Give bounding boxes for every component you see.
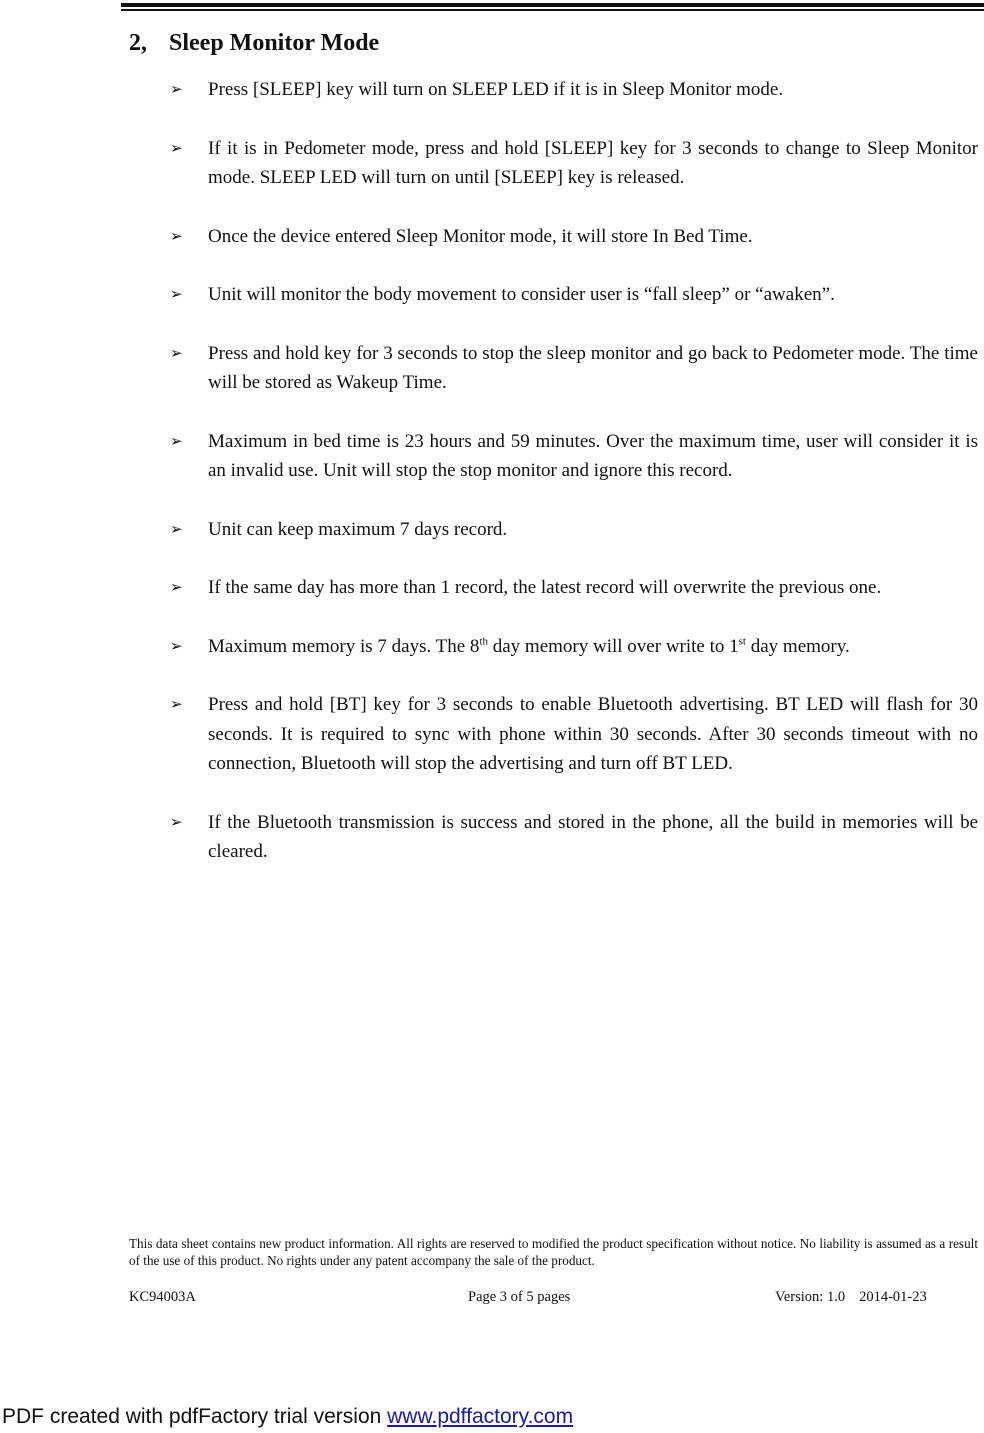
list-item-text: If it is in Pedometer mode, press and hold [SLEEP] key for 3 seconds to change to Sleep Monitor mode. SLEEP LED will turn on until [SLEEP] key is released. — [208, 137, 978, 188]
pdf-note-text: PDF created with pdfFactory trial version — [2, 1405, 388, 1428]
arrow-bullet-icon: ➢ — [170, 812, 183, 831]
header-rule-thick — [121, 3, 984, 7]
list-item — [170, 222, 978, 252]
arrow-bullet-icon: ➢ — [170, 695, 183, 713]
arrow-bullet-icon: ➢ — [170, 226, 183, 245]
list-item — [170, 427, 978, 486]
pdf-creator-note — [2, 1405, 573, 1429]
arrow-bullet-icon: ➢ — [170, 343, 183, 362]
list-item — [170, 339, 978, 398]
list-item-text: If the same day has more than 1 record, the latest record will overwrite the previous one. — [208, 577, 882, 598]
arrow-bullet-icon: ➢ — [170, 138, 183, 157]
text-fragment: day memory will over write to 1 — [488, 635, 739, 657]
list-item — [170, 690, 978, 779]
list-item — [170, 75, 978, 105]
arrow-bullet-icon: ➢ — [170, 578, 183, 596]
pdffactory-link[interactable]: www.pdffactory.com — [387, 1405, 574, 1428]
header-rule-thin — [121, 9, 984, 11]
footer-date: 2014-01-23 — [859, 1289, 927, 1305]
list-item-text: Once the device entered Sleep Monitor mode, it will store In Bed Time. — [208, 225, 753, 247]
list-item-text: Unit can keep maximum 7 days record. — [208, 518, 508, 540]
arrow-bullet-icon: ➢ — [170, 80, 183, 98]
text-fragment: day memory. — [745, 635, 850, 657]
list-item-text: Maximum in bed time is 23 hours and 59 minutes. Over the maximum time, user will consider it is an invalid use. Unit will stop the stop monitor and ignore this record. — [208, 430, 978, 481]
section-title: Sleep Monitor Mode — [169, 30, 380, 56]
list-item — [170, 632, 978, 662]
footer-version — [775, 1289, 927, 1306]
version-label: Version: 1.0 — [775, 1289, 846, 1305]
ordinal-suffix: th — [479, 635, 488, 648]
list-item-text: Unit will monitor the body movement to consider user is “fall sleep” or “awaken”. — [208, 284, 835, 305]
bullet-list — [170, 75, 978, 896]
list-item-text: Press [SLEEP] key will turn on SLEEP LED if it is in Sleep Monitor mode. — [208, 79, 784, 100]
list-item — [170, 134, 978, 193]
arrow-bullet-icon: ➢ — [170, 431, 183, 450]
list-item — [170, 573, 978, 603]
arrow-bullet-icon: ➢ — [170, 636, 183, 655]
list-item-text: Press and hold [BT] key for 3 seconds to enable Bluetooth advertising. BT LED will flash for 30 seconds. It is required to sync with phone within 30 seconds. After 30 seconds timeout with no connection, Bluetooth will stop the advertising and turn off BT LED. — [208, 694, 978, 774]
section-number: 2, — [129, 30, 147, 56]
list-item — [170, 280, 978, 310]
text-fragment: Maximum memory is 7 days. The 8 — [208, 635, 480, 657]
arrow-bullet-icon: ➢ — [170, 519, 183, 538]
arrow-bullet-icon: ➢ — [170, 285, 183, 303]
list-item — [170, 515, 978, 545]
list-item-text: Press and hold key for 3 seconds to stop the sleep monitor and go back to Pedometer mode. The time will be stored as Wakeup Time. — [208, 342, 978, 393]
disclaimer: This data sheet contains new product information. All rights are reserved to modified the product specification without notice. No liability is assumed as a result of the use of this product. No rights under any patent accompany the sale of the product. — [129, 1236, 978, 1268]
footer-page-number: Page 3 of 5 pages — [468, 1289, 571, 1305]
ordinal-suffix: st — [738, 635, 746, 648]
list-item — [170, 808, 978, 867]
list-item-text — [208, 636, 850, 657]
footer-doc-code: KC94003A — [129, 1289, 196, 1305]
section-heading — [129, 30, 379, 57]
list-item-text: If the Bluetooth transmission is success and stored in the phone, all the build in memories will be cleared. — [208, 811, 978, 862]
